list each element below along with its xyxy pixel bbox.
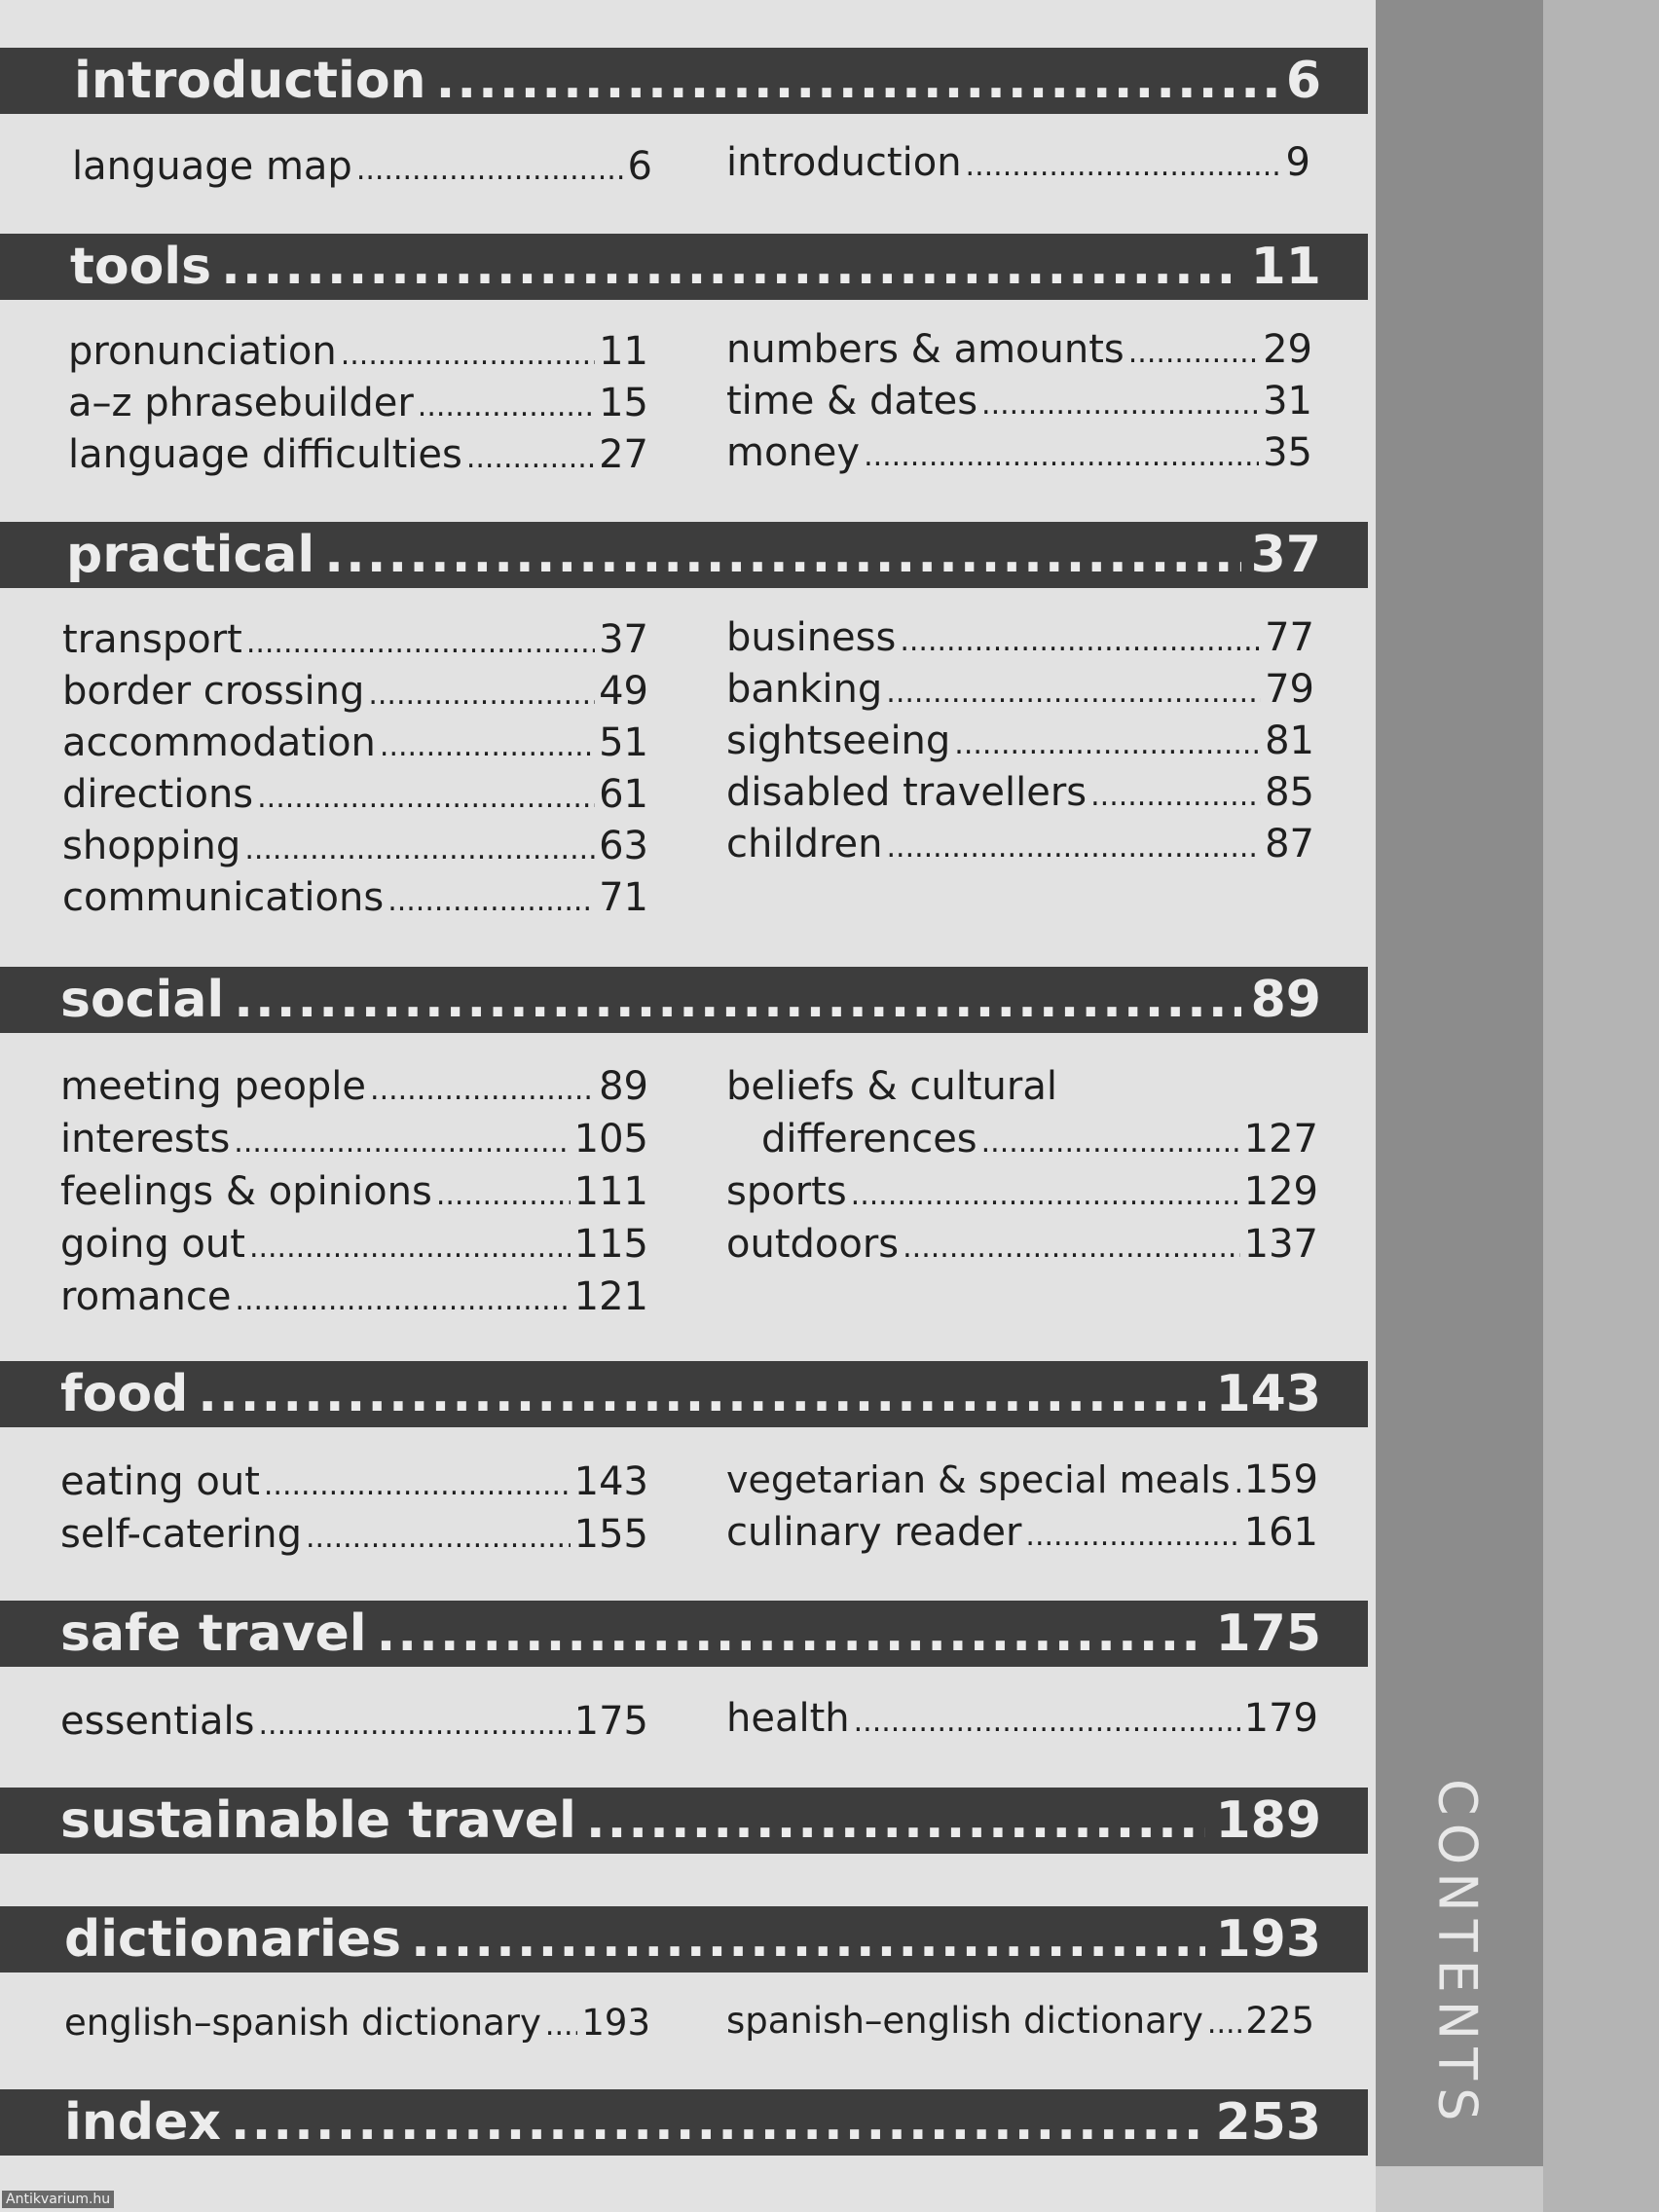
entry-page: 111 bbox=[573, 1169, 648, 1214]
entry-label: business bbox=[726, 615, 897, 660]
section-page: 37 bbox=[1250, 526, 1321, 584]
section-food[interactable] bbox=[0, 1361, 1368, 1427]
entry-label: self-catering bbox=[60, 1512, 302, 1557]
entry-label: interests bbox=[60, 1117, 231, 1161]
section-title: tools bbox=[70, 238, 212, 296]
toc-entry-money[interactable] bbox=[726, 430, 1312, 481]
leader-dots bbox=[356, 153, 624, 187]
leader-dots bbox=[981, 387, 1259, 422]
leader-dots bbox=[377, 1604, 1206, 1663]
entry-label: disabled travellers bbox=[726, 770, 1088, 815]
section-title: safe travel bbox=[60, 1604, 367, 1663]
leader-dots bbox=[235, 1283, 570, 1317]
toc-entry-eating-out[interactable] bbox=[60, 1459, 648, 1510]
toc-entry-a-z-phrasebuilder[interactable] bbox=[68, 381, 648, 431]
entry-page: 143 bbox=[573, 1459, 648, 1504]
leader-dots bbox=[234, 971, 1240, 1029]
section-sustainable-travel[interactable] bbox=[0, 1788, 1368, 1854]
toc-entry-health[interactable] bbox=[726, 1696, 1318, 1747]
watermark: Antikvarium.hu bbox=[2, 2191, 114, 2208]
leader-dots bbox=[436, 52, 1276, 110]
leader-dots bbox=[900, 624, 1261, 658]
leader-dots bbox=[854, 1705, 1240, 1739]
entry-page: 37 bbox=[599, 617, 648, 662]
entry-label: differences bbox=[761, 1117, 977, 1161]
leader-dots bbox=[436, 1178, 571, 1212]
leader-dots bbox=[246, 626, 595, 660]
leader-dots bbox=[244, 832, 595, 866]
section-page: 11 bbox=[1250, 238, 1321, 296]
section-safe-travel[interactable] bbox=[0, 1601, 1368, 1667]
section-title: index bbox=[64, 2093, 221, 2152]
toc-entry-beliefs-line1[interactable]: beliefs & cultural bbox=[726, 1064, 1057, 1109]
toc-entry-language-map[interactable] bbox=[72, 144, 652, 195]
toc-entry-culinary-reader[interactable] bbox=[726, 1510, 1318, 1561]
toc-entry-language-difficulties[interactable] bbox=[68, 432, 648, 483]
toc-entry-essentials[interactable] bbox=[60, 1699, 648, 1750]
leader-dots bbox=[954, 727, 1261, 761]
leader-dots bbox=[1128, 336, 1259, 370]
toc-entry-accommodation[interactable] bbox=[62, 720, 648, 771]
entry-label: culinary reader bbox=[726, 1510, 1022, 1555]
entry-page: 15 bbox=[599, 381, 648, 425]
entry-page: 127 bbox=[1243, 1117, 1318, 1161]
entry-label: eating out bbox=[60, 1459, 260, 1504]
entry-label: directions bbox=[62, 772, 254, 817]
entry-label: vegetarian & special meals bbox=[726, 1458, 1231, 1501]
entry-page: 61 bbox=[599, 772, 648, 817]
leader-dots bbox=[231, 2093, 1206, 2152]
leader-dots bbox=[1207, 2007, 1241, 2041]
entry-page: 115 bbox=[573, 1222, 648, 1267]
leader-dots bbox=[411, 1910, 1205, 1969]
toc-entry-directions[interactable] bbox=[62, 772, 648, 823]
section-social[interactable] bbox=[0, 967, 1368, 1033]
entry-page: 89 bbox=[599, 1064, 648, 1109]
entry-label: communications bbox=[62, 875, 385, 920]
entry-label: money bbox=[726, 430, 861, 475]
entry-label: outdoors bbox=[726, 1222, 900, 1267]
toc-entry-interests[interactable] bbox=[60, 1117, 648, 1167]
section-page: 193 bbox=[1215, 1910, 1321, 1969]
entry-page: 175 bbox=[573, 1699, 648, 1744]
leader-dots bbox=[586, 1791, 1206, 1850]
entry-label: going out bbox=[60, 1222, 245, 1267]
entry-page: 159 bbox=[1243, 1457, 1318, 1502]
entry-page: 137 bbox=[1243, 1222, 1318, 1267]
entry-label: transport bbox=[62, 617, 242, 662]
entry-label: meeting people bbox=[60, 1064, 367, 1109]
section-tools[interactable] bbox=[0, 234, 1368, 300]
leader-dots bbox=[864, 439, 1259, 473]
leader-dots bbox=[249, 1231, 571, 1265]
entry-page: 35 bbox=[1263, 430, 1312, 475]
leader-dots bbox=[1025, 1519, 1239, 1553]
toc-entry-disabled-travellers[interactable] bbox=[726, 770, 1314, 821]
toc-entry-spanish-english-dictionary[interactable] bbox=[726, 2000, 1314, 2050]
toc-entry-transport[interactable] bbox=[62, 617, 648, 668]
entry-page: 155 bbox=[573, 1512, 648, 1557]
section-title: sustainable travel bbox=[60, 1791, 576, 1850]
leader-dots bbox=[981, 1125, 1240, 1160]
toc-entry-shopping[interactable] bbox=[62, 824, 648, 874]
leader-dots bbox=[545, 2009, 577, 2043]
leader-dots bbox=[418, 389, 595, 424]
toc-entry-meeting-people[interactable] bbox=[60, 1064, 648, 1115]
toc-entry-feelings-opinions[interactable] bbox=[60, 1169, 648, 1220]
entry-label: spanish–english dictionary bbox=[726, 2000, 1203, 2042]
section-title: dictionaries bbox=[64, 1910, 402, 1969]
leader-dots bbox=[221, 238, 1241, 296]
entry-label: language map bbox=[72, 144, 352, 189]
entry-label: pronunciation bbox=[68, 329, 337, 374]
entry-page: 9 bbox=[1285, 140, 1310, 185]
entry-label: health bbox=[726, 1696, 850, 1741]
entry-label: children bbox=[726, 822, 883, 866]
contents-side-tab: CONTENTS bbox=[1426, 1779, 1489, 2129]
leader-dots bbox=[387, 884, 595, 918]
leader-dots bbox=[341, 338, 595, 372]
section-page: 175 bbox=[1215, 1604, 1321, 1663]
toc-entry-going-out[interactable] bbox=[60, 1222, 648, 1272]
entry-page: 225 bbox=[1245, 2000, 1314, 2042]
toc-entry-introduction[interactable] bbox=[726, 140, 1310, 191]
entry-page: 11 bbox=[599, 329, 648, 374]
entry-page: 85 bbox=[1265, 770, 1314, 815]
leader-dots bbox=[259, 1708, 571, 1742]
entry-page: 27 bbox=[599, 432, 648, 477]
entry-label: numbers & amounts bbox=[726, 327, 1124, 372]
leader-dots bbox=[903, 1231, 1240, 1265]
leader-dots bbox=[966, 149, 1282, 183]
section-title: introduction bbox=[74, 52, 426, 110]
toc-entry-communications[interactable] bbox=[62, 875, 648, 926]
entry-page: 49 bbox=[599, 669, 648, 714]
toc-entry-english-spanish-dictionary[interactable] bbox=[64, 2002, 650, 2052]
section-dictionaries[interactable] bbox=[0, 1906, 1368, 1972]
toc-entry-vegetarian-special-meals[interactable] bbox=[726, 1457, 1318, 1508]
entry-label: introduction bbox=[726, 140, 962, 185]
entry-label: essentials bbox=[60, 1699, 255, 1744]
entry-label: sightseeing bbox=[726, 719, 951, 763]
entry-page: 193 bbox=[581, 2002, 650, 2044]
toc-entry-pronunciation[interactable] bbox=[68, 329, 648, 380]
section-page: 89 bbox=[1250, 971, 1321, 1029]
leader-dots bbox=[380, 729, 595, 763]
entry-page: 81 bbox=[1265, 719, 1314, 763]
entry-label: shopping bbox=[62, 824, 241, 868]
section-page: 253 bbox=[1215, 2093, 1321, 2152]
toc-entry-banking[interactable] bbox=[726, 667, 1314, 718]
section-title: food bbox=[60, 1365, 189, 1423]
toc-entry-children[interactable] bbox=[726, 822, 1314, 872]
leader-dots bbox=[264, 1468, 571, 1502]
entry-label: accommodation bbox=[62, 720, 376, 765]
toc-entry-sports[interactable] bbox=[726, 1169, 1318, 1220]
toc-entry-outdoors[interactable] bbox=[726, 1222, 1318, 1272]
toc-entry-self-catering[interactable] bbox=[60, 1512, 648, 1563]
entry-page: 179 bbox=[1243, 1696, 1318, 1741]
side-tab-bottom bbox=[1376, 2166, 1543, 2212]
section-introduction[interactable] bbox=[0, 48, 1368, 114]
section-index[interactable] bbox=[0, 2089, 1368, 2156]
toc-entry-border-crossing[interactable] bbox=[62, 669, 648, 719]
entry-page: 121 bbox=[573, 1274, 648, 1319]
toc-entry-romance[interactable] bbox=[60, 1274, 648, 1325]
section-title: social bbox=[60, 971, 225, 1029]
entry-page: 31 bbox=[1263, 379, 1312, 424]
leader-dots bbox=[198, 1365, 1205, 1423]
leader-dots bbox=[370, 1073, 595, 1107]
entry-page: 51 bbox=[599, 720, 648, 765]
toc-entry-sightseeing[interactable] bbox=[726, 719, 1314, 769]
page-edge-shadow bbox=[1543, 0, 1659, 2212]
leader-dots bbox=[234, 1125, 570, 1160]
entry-page: 63 bbox=[599, 824, 648, 868]
leader-dots bbox=[886, 676, 1261, 710]
section-page: 6 bbox=[1285, 52, 1321, 110]
entry-page: 29 bbox=[1263, 327, 1312, 372]
section-page: 189 bbox=[1215, 1791, 1321, 1850]
section-practical[interactable] bbox=[0, 522, 1368, 588]
entry-label: a–z phrasebuilder bbox=[68, 381, 414, 425]
entry-page: 6 bbox=[627, 144, 652, 189]
entry-label: sports bbox=[726, 1169, 847, 1214]
entry-label: romance bbox=[60, 1274, 232, 1319]
entry-page: 105 bbox=[573, 1117, 648, 1161]
leader-dots bbox=[324, 526, 1240, 584]
leader-dots bbox=[306, 1521, 571, 1555]
leader-dots bbox=[887, 830, 1262, 865]
entry-page: 87 bbox=[1265, 822, 1314, 866]
toc-entry-business[interactable] bbox=[726, 615, 1314, 666]
toc-entry-beliefs-differences[interactable] bbox=[761, 1117, 1318, 1167]
leader-dots bbox=[1235, 1466, 1240, 1500]
entry-page: 129 bbox=[1243, 1169, 1318, 1214]
leader-dots bbox=[851, 1178, 1240, 1212]
entry-label: feelings & opinions bbox=[60, 1169, 432, 1214]
toc-entry-time-dates[interactable] bbox=[726, 379, 1312, 429]
entry-label: border crossing bbox=[62, 669, 365, 714]
entry-page: 161 bbox=[1243, 1510, 1318, 1555]
entry-page: 79 bbox=[1265, 667, 1314, 712]
entry-label: english–spanish dictionary bbox=[64, 2002, 541, 2044]
entry-label: time & dates bbox=[726, 379, 978, 424]
entry-page: 71 bbox=[599, 875, 648, 920]
entry-label: language difficulties bbox=[68, 432, 462, 477]
section-title: practical bbox=[66, 526, 315, 584]
leader-dots bbox=[466, 441, 595, 475]
entry-label: banking bbox=[726, 667, 883, 712]
toc-entry-numbers-amounts[interactable] bbox=[726, 327, 1312, 378]
leader-dots bbox=[1090, 779, 1261, 813]
entry-page: 77 bbox=[1265, 615, 1314, 660]
leader-dots bbox=[368, 678, 595, 712]
leader-dots bbox=[257, 781, 595, 815]
section-page: 143 bbox=[1215, 1365, 1321, 1423]
